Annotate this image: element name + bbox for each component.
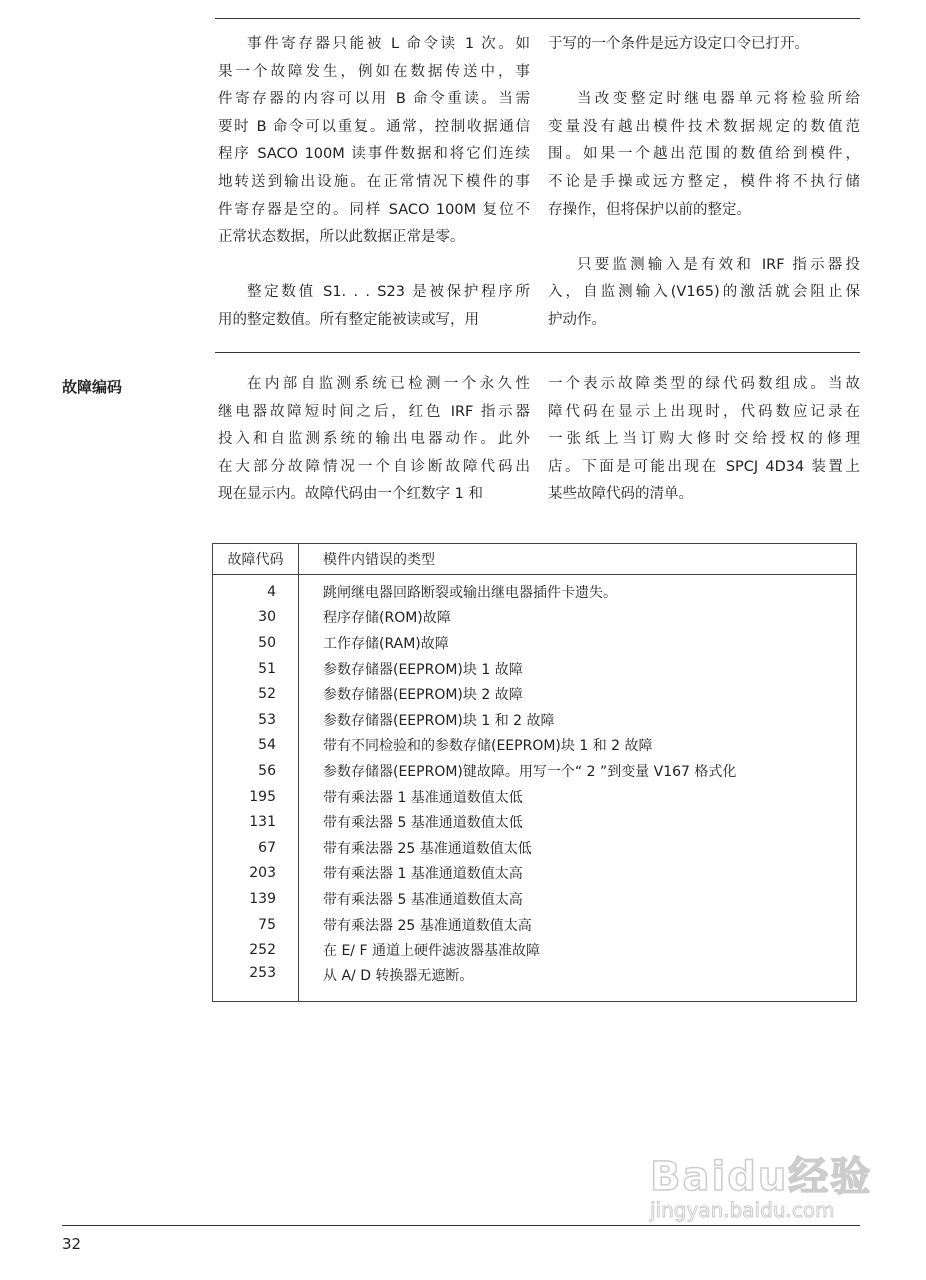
section-rule xyxy=(215,352,860,353)
section-left-column xyxy=(218,371,530,509)
table-row xyxy=(213,835,857,861)
fault-code-table xyxy=(212,543,857,1002)
upper-right-column xyxy=(548,31,860,335)
text-line: 件寄存器的内容可以用 B 命令重读。当需 xyxy=(218,91,530,108)
error-type-cell: 从 A/ D 转换器无遮断。 xyxy=(323,967,474,984)
text-line: 存操作，但将保护以前的整定。 xyxy=(548,201,751,218)
text-line: 当改变整定时继电器单元将检验所给 xyxy=(577,91,860,108)
page-number: 32 xyxy=(62,1235,82,1253)
watermark-logo: Baidu经验 xyxy=(650,1154,873,1200)
text-line: 果一个故障发生，例如在数据传送中，事 xyxy=(218,63,530,80)
table-row xyxy=(213,656,857,682)
error-type-cell: 程序存储(ROM)故障 xyxy=(323,610,451,627)
error-type-cell: 带有乘法器 1 基准通道数值太低 xyxy=(323,789,523,806)
error-type-cell: 参数存储器(EEPROM)块 2 故障 xyxy=(323,687,523,704)
fault-code-cell: 50 xyxy=(213,630,299,656)
error-type-cell: 带有乘法器 25 基准通道数值太低 xyxy=(323,840,532,857)
text-line: 在内部自监测系统已检测一个永久性 xyxy=(247,376,530,392)
table-row xyxy=(213,963,857,1002)
error-type-cell: 参数存储器(EEPROM)键故障。用写一个“ 2 ”到变量 V167 格式化 xyxy=(323,763,737,780)
error-type-cell: 带有乘法器 25 基准通道数值太高 xyxy=(323,917,532,934)
text-line: 入，自监测输入(V165)的激活就会阻止保 xyxy=(548,284,860,301)
text-line: 于写的一个条件是远方设定口令已打开。 xyxy=(548,36,809,52)
table-row xyxy=(213,861,857,887)
error-type-cell: 带有乘法器 5 基准通道数值太低 xyxy=(323,815,523,832)
fault-code-cell: 131 xyxy=(213,809,299,835)
text-line: 不论是手操或远方整定，模件将不执行储 xyxy=(548,173,860,190)
error-type-cell: 参数存储器(EEPROM)块 1 故障 xyxy=(323,661,523,678)
text-line: 事件寄存器只能被 L 命令读 1 次。如 xyxy=(247,36,530,52)
footer-rule xyxy=(62,1225,860,1226)
fault-code-cell: 51 xyxy=(213,656,299,682)
text-line: 地转送到输出设施。在正常情况下模件的事 xyxy=(218,173,530,190)
baidu-watermark xyxy=(650,1145,872,1222)
table-row xyxy=(213,733,857,759)
table-row xyxy=(213,758,857,784)
upper-left-column xyxy=(218,31,530,335)
text-line: 程序 SACO 100M 读事件数据和将它们连续 xyxy=(218,146,530,163)
text-line: 一个表示故障类型的绿代码数组成。当故 xyxy=(548,376,860,392)
table-header-row xyxy=(213,544,857,575)
table-row xyxy=(213,575,857,605)
text-line: 正常状态数据，所以此数据正常是零。 xyxy=(218,229,465,246)
text-line: 继电器故障短时间之后，红色 IRF 指示器 xyxy=(218,403,530,420)
table-row xyxy=(213,605,857,631)
text-line: 在大部分故障情况一个自诊断故障代码出 xyxy=(218,458,530,475)
fault-code-cell: 4 xyxy=(213,575,299,605)
text-line: 件寄存器是空的。同样 SACO 100M 复位不 xyxy=(218,201,530,218)
error-type-cell: 工作存储(RAM)故障 xyxy=(323,635,449,652)
error-type-cell: 带有乘法器 1 基准通道数值太高 xyxy=(323,866,523,883)
table-row xyxy=(213,784,857,810)
top-rule xyxy=(215,18,860,19)
fault-code-cell: 75 xyxy=(213,912,299,938)
text-line: 围。如果一个越出范围的数值给到模件， xyxy=(548,146,860,163)
table-row xyxy=(213,912,857,938)
error-type-cell: 跳闸继电器回路断裂或输出继电器插件卡遗失。 xyxy=(323,584,617,601)
text-line: 用的整定数值。所有整定能被读或写，用 xyxy=(218,311,479,328)
text-line: 护动作。 xyxy=(548,311,606,328)
error-type-cell: 在 E/ F 通道上硬件滤波器基准故障 xyxy=(323,943,540,960)
watermark-url: jingyan.baidu.com xyxy=(650,1198,835,1222)
section-title: 故障编码 xyxy=(62,378,123,396)
text-line: 一张纸上当订购大修时交给授权的修理 xyxy=(548,431,860,448)
text-line: 投入和自监测系统的输出电器动作。此外 xyxy=(218,431,530,448)
fault-code-cell: 52 xyxy=(213,681,299,707)
fault-code-cell: 195 xyxy=(213,784,299,810)
text-line: 整定数值 S1. . . S23 是被保护程序所 xyxy=(247,284,530,301)
table-row xyxy=(213,937,857,963)
section-right-column xyxy=(548,371,860,509)
fault-code-cell: 139 xyxy=(213,886,299,912)
text-line: 店。下面是可能出现在 SPCJ 4D34 装置上 xyxy=(548,458,860,475)
table-row xyxy=(213,809,857,835)
text-line: 某些故障代码的清单。 xyxy=(548,486,693,503)
text-line: 只要监测输入是有效和 IRF 指示器投 xyxy=(577,256,860,273)
fault-code-cell: 53 xyxy=(213,707,299,733)
text-line: 障代码在显示上出现时，代码数应记录在 xyxy=(548,403,860,420)
text-line: 现在显示内。故障代码由一个红数字 1 和 xyxy=(218,486,483,503)
fault-code-cell: 67 xyxy=(213,835,299,861)
table-row xyxy=(213,886,857,912)
table-row xyxy=(213,681,857,707)
error-type-cell: 参数存储器(EEPROM)块 1 和 2 故障 xyxy=(323,712,555,729)
fault-code-cell: 56 xyxy=(213,758,299,784)
fault-code-cell: 30 xyxy=(213,605,299,631)
header-error-type: 模件内错误的类型 xyxy=(299,544,857,575)
error-type-cell: 带有乘法器 5 基准通道数值太高 xyxy=(323,891,523,908)
table-row xyxy=(213,630,857,656)
text-line: 要时 B 命令可以重复。通常，控制收据通信 xyxy=(218,118,530,135)
header-fault-code: 故障代码 xyxy=(213,544,299,575)
table-row xyxy=(213,707,857,733)
fault-code-cell: 253 xyxy=(213,963,299,1002)
fault-code-cell: 203 xyxy=(213,861,299,887)
error-type-cell: 带有不同检验和的参数存储(EEPROM)块 1 和 2 故障 xyxy=(323,738,653,755)
fault-code-cell: 54 xyxy=(213,733,299,759)
text-line: 变量没有越出模件技术数据规定的数值范 xyxy=(548,118,860,135)
fault-code-cell: 252 xyxy=(213,937,299,963)
